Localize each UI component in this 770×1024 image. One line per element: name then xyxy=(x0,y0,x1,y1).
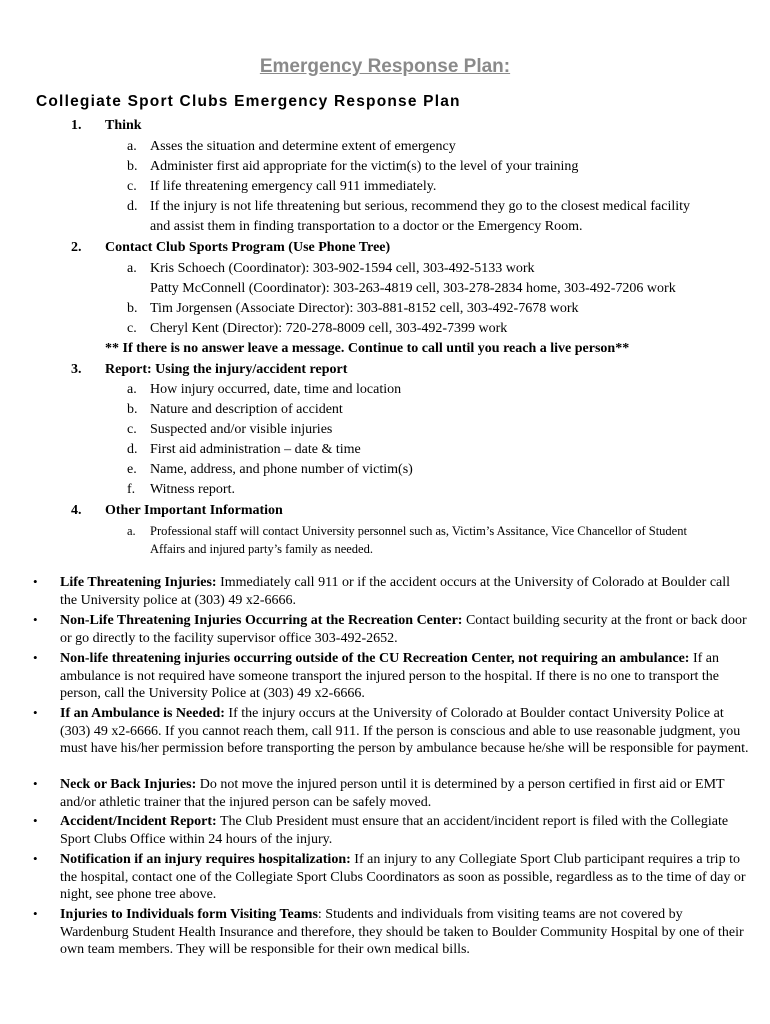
page-title: Emergency Response Plan: xyxy=(259,56,511,77)
bullet-item xyxy=(60,813,750,848)
item-letter: d. xyxy=(127,199,138,214)
step-heading: Report: Using the injury/accident report xyxy=(105,362,348,377)
item-letter: c. xyxy=(127,321,137,336)
item-text: First aid administration – date & time xyxy=(150,442,361,457)
bullet-icon: • xyxy=(33,906,38,921)
bullet-icon: • xyxy=(33,776,38,791)
item-letter: a. xyxy=(127,139,137,154)
bullet-item xyxy=(60,906,750,959)
item-text: Patty McConnell (Coordinator): 303-263-4819 cell, 303-278-2834 home, 303-492-7206 work xyxy=(150,281,676,296)
bullet-heading: Injuries to Individuals form Visiting Teams xyxy=(60,907,318,922)
item-text: Tim Jorgensen (Associate Director): 303-881-8152 cell, 303-492-7678 work xyxy=(150,301,579,316)
item-text: Kris Schoech (Coordinator): 303-902-1594 cell, 303-492-5133 work xyxy=(150,261,535,276)
item-text: How injury occurred, date, time and location xyxy=(150,382,402,397)
item-text: If life threatening emergency call 911 immediately. xyxy=(150,179,437,194)
item-letter: a. xyxy=(127,524,136,538)
bullet-text: If an injury to any Collegiate Sport Club participant requires a trip to the hospital, contact one of the Collegiate Sport Clubs Coordinators as soon as possible, regardless as to the time of day or night, see phone tree above. xyxy=(60,852,746,903)
bullet-icon: • xyxy=(33,705,38,720)
bullet-text: If the injury occurs at the University of Colorado at Boulder contact University Police at (303) 49 x2-6666. If you cannot reach them, call 911. If the person is conscious and able to use reasonable judgment, you must have his/her permission before transporting the person by ambulance because he/she will be responsible for payment. xyxy=(60,706,749,757)
bullet-item xyxy=(60,612,750,647)
step-number: 4. xyxy=(71,503,82,518)
document-subtitle: Collegiate Sport Clubs Emergency Response Plan xyxy=(36,93,461,110)
bullet-heading: Notification if an injury requires hospitalization: xyxy=(60,852,351,867)
step-heading: Other Important Information xyxy=(105,503,283,518)
bullet-heading: If an Ambulance is Needed: xyxy=(60,706,225,721)
item-text: Witness report. xyxy=(150,482,235,497)
item-letter: b. xyxy=(127,402,138,417)
step-heading: Think xyxy=(105,118,142,133)
bullet-text: If an ambulance is not required have someone transport the injured person to the hospital. If there is no one to transport the person, call the University Police at (303) 49 x2-6666. xyxy=(60,651,719,702)
note-text: ** If there is no answer leave a message. Continue to call until you reach a live person** xyxy=(105,341,630,356)
item-letter: c. xyxy=(127,422,137,437)
step-number: 1. xyxy=(71,118,82,133)
bullet-icon: • xyxy=(33,650,38,665)
item-letter: d. xyxy=(127,442,138,457)
item-text: Suspected and/or visible injuries xyxy=(150,422,333,437)
bullet-text: Contact building security at the front or back door or go directly to the facility supervisor office 303-492-2652. xyxy=(60,613,747,646)
item-text: Professional staff will contact University personnel such as, Victim’s Assitance, Vice Chancellor of Student xyxy=(150,524,687,538)
bullet-item xyxy=(60,650,750,703)
item-text: and assist them in finding transportation to a doctor or the Emergency Room. xyxy=(150,219,583,234)
item-text: Administer first aid appropriate for the victim(s) to the level of your training xyxy=(150,159,579,174)
bullet-heading: Non-life threatening injuries occurring outside of the CU Recreation Center, not requiring an ambulance: xyxy=(60,651,690,666)
bullet-item xyxy=(60,851,750,904)
step-number: 3. xyxy=(71,362,82,377)
bullet-text: The Club President must ensure that an accident/incident report is filed with the Collegiate Sport Clubs Office within 24 hours of the injury. xyxy=(60,814,729,847)
item-text: Cheryl Kent (Director): 720-278-8009 cell, 303-492-7399 work xyxy=(150,321,508,336)
step-heading: Contact Club Sports Program (Use Phone Tree) xyxy=(105,240,391,255)
item-text: If the injury is not life threatening but serious, recommend they go to the closest medical facility xyxy=(150,199,691,214)
item-letter: c. xyxy=(127,179,137,194)
item-text: Affairs and injured party’s family as needed. xyxy=(150,542,373,556)
bullet-item xyxy=(60,574,750,609)
bullet-text: Immediately call 911 or if the accident occurs at the University of Colorado at Boulder call the University police at (303) 49 x2-6666. xyxy=(60,575,731,608)
bullet-item xyxy=(60,705,750,758)
bullet-text: Do not move the injured person until it is determined by a person certified in first aid or EMT and/or athletic trainer that the injured person can be safely moved. xyxy=(60,777,725,810)
bullet-icon: • xyxy=(33,813,38,828)
item-text: Nature and description of accident xyxy=(150,402,343,417)
bullet-heading: Accident/Incident Report: xyxy=(60,814,217,829)
bullet-heading: Life Threatening Injuries: xyxy=(60,575,217,590)
bullet-icon: • xyxy=(33,851,38,866)
bullet-item xyxy=(60,776,750,811)
item-letter: e. xyxy=(127,462,137,477)
item-text: Name, address, and phone number of victim(s) xyxy=(150,462,413,477)
item-letter: b. xyxy=(127,301,138,316)
step-number: 2. xyxy=(71,240,82,255)
item-letter: b. xyxy=(127,159,138,174)
item-letter: f. xyxy=(127,482,136,497)
item-letter: a. xyxy=(127,261,137,276)
bullet-heading: Non-Life Threatening Injuries Occurring at the Recreation Center: xyxy=(60,613,463,628)
bullet-icon: • xyxy=(33,574,38,589)
bullet-icon: • xyxy=(33,612,38,627)
item-text: Asses the situation and determine extent of emergency xyxy=(150,139,456,154)
bullet-text: : Students and individuals from visiting teams are not covered by Wardenburg Student Health Insurance and therefore, they should be taken to Boulder Community Hospital by one of their own team members. They will be responsible for their own medical bills. xyxy=(60,907,744,958)
bullet-heading: Neck or Back Injuries: xyxy=(60,777,197,792)
item-letter: a. xyxy=(127,382,137,397)
